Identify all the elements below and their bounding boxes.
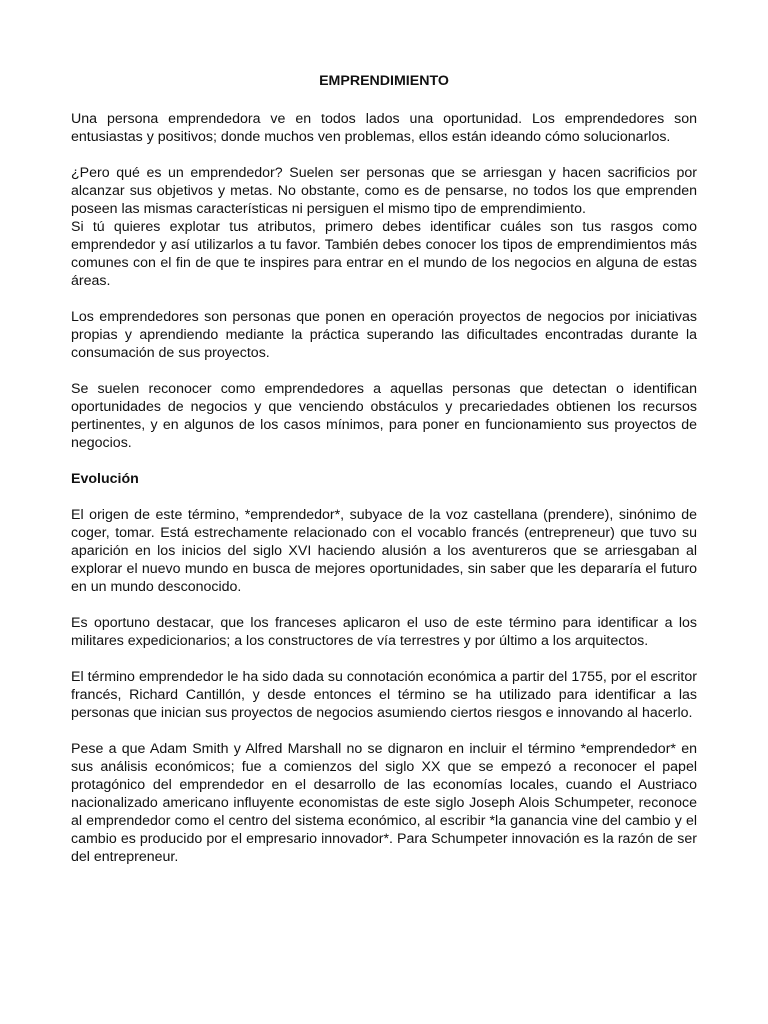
paragraph-intro-3: Si tú quieres explotar tus atributos, primero debes identificar cuáles son tus rasgos como emprendedor y así utilizarlos a tu favor. También debes conocer los tipos de emprendimientos más comunes con el fin de que te inspires para entrar en el mundo de los negocios en alguna de estas áreas. <box>71 219 697 289</box>
document-page <box>71 72 697 866</box>
paragraph-intro-2: ¿Pero qué es un emprendedor? Suelen ser personas que se arriesgan y hacen sacrificios por alcanzar sus objetivos y metas. No obstante, como es de pensarse, no todos los que emprenden poseen las mismas características ni persiguen el mismo tipo de emprendimiento. <box>71 165 697 217</box>
paragraph-evolution-2: Es oportuno destacar, que los franceses aplicaron el uso de este término para identificar a los militares expedicionarios; a los constructores de vía terrestres y por último a los arquitectos. <box>71 615 697 649</box>
section-heading-evolution: Evolución <box>71 471 139 487</box>
paragraph-intro-4: Los emprendedores son personas que ponen en operación proyectos de negocios por iniciativas propias y aprendiendo mediante la práctica superando las dificultades encontradas durante la consumación de sus proyectos. <box>71 309 697 361</box>
paragraph-intro-5: Se suelen reconocer como emprendedores a aquellas personas que detectan o identifican oportunidades de negocios y que venciendo obstáculos y precariedades obtienen los recursos pertinentes, y en algunos de los casos mínimos, para poner en funcionamiento sus proyectos de negocios. <box>71 381 697 451</box>
paragraph-evolution-4: Pese a que Adam Smith y Alfred Marshall no se dignaron en incluir el término *emprendedor* en sus análisis económicos; fue a comienzos del siglo XX que se empezó a reconocer el papel protagónico del emprendedor en el desarrollo de las economías locales, cuando el Austriaco nacionalizado americano influyente economistas de este siglo Joseph Alois Schumpeter, reconoce al emprendedor como el centro del sistema económico, al escribir *la ganancia vine del cambio y el cambio es producido por el empresario innovador*. Para Schumpeter innovación es la razón de ser del entrepreneur. <box>71 741 697 865</box>
document-title: EMPRENDIMIENTO <box>319 73 449 89</box>
paragraph-evolution-3: El término emprendedor le ha sido dada su connotación económica a partir del 1755, por el escritor francés, Richard Cantillón, y desde entonces el término se ha utilizado para identificar a las personas que inician sus proyectos de negocios asumiendo ciertos riesgos e innovando al hacerlo. <box>71 669 697 721</box>
paragraph-intro-1: Una persona emprendedora ve en todos lados una oportunidad. Los emprendedores son entusiastas y positivos; donde muchos ven problemas, ellos están ideando cómo solucionarlos. <box>71 111 697 145</box>
paragraph-evolution-1: El origen de este término, *emprendedor*, subyace de la voz castellana (prendere), sinónimo de coger, tomar. Está estrechamente relacionado con el vocablo francés (entrepreneur) que tuvo su aparición en los inicios del siglo XVI haciendo alusión a los aventureros que se arriesgaban al explorar el nuevo mundo en busca de mejores oportunidades, sin saber que les depararía el futuro en un mundo desconocido. <box>71 507 697 595</box>
